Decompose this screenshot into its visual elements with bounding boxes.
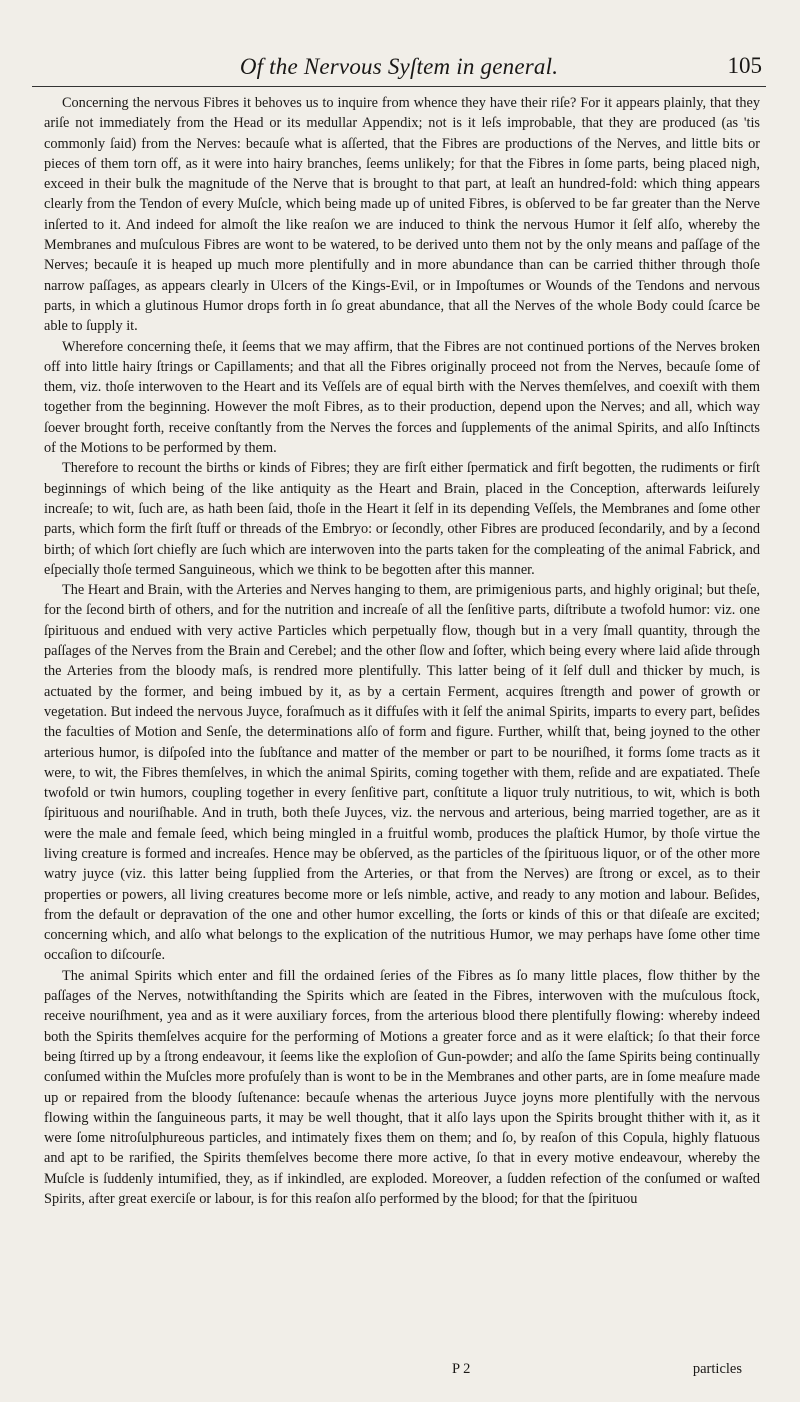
paragraph: Concerning the nervous Fibres it behoves us to inquire from whence they have their riſe? For it appears plainly, that they ariſe not immediately from the Head or its medullar Appendix; not is it leſs improbable, that they are produced (as 'tis commonly ſaid) from the Nerves: becauſe what is aſſerted, that the Fibres are productions of the Nerves, and little bits or pieces of them torn off, as it were into hairy branches, ſeems unlikely; for that the Fibres in ſome parts, being placed nigh, exceed in their bulk the magnitude of the Nerve that is brought to that part, at leaſt an hundred-fold: which thing appears clearly from the Tendon of every Muſcle, which being made up of united Fibres, is obſerved to be far greater than the Nerve inſerted to it. And indeed for almoſt the like reaſon we are induced to think the nervous Humor it ſelf alſo, whereby the Membranes and muſculous Fibres are wont to be watered, to be derived unto them not by the only means and paſſage of the Nerves; becauſe it is heaped up much more plentifully and in more abundance than can be carried thither through thoſe narrow paſſages, as appears clearly in Ulcers of the Kings-Evil, or in Impoſtumes or Wounds of the Tendons and nervous parts, in which a glutinous Humor drops forth in ſo great abundance, that all the Nerves of the whole Body could ſcarce be able to ſupply it. bbox=[44, 95, 760, 335]
catchword: particles bbox=[692, 1361, 742, 1377]
body-text bbox=[44, 93, 760, 1209]
paragraph: The animal Spirits which enter and fill the ordained ſeries of the Fibres as ſo many little places, flow thither by the paſſages of the Nerves, notwithſtanding the Spirits which are ſeated in the Fibres, interwoven with the muſculous ſtock, receive nouriſhment, yea and as it were auxiliary forces, from the arterious blood there plentifully flowing: whereby indeed both the Spirits themſelves acquire for the performing of Motions a greater force and as it were elaſtick; ſo that their force being ſtirred up by a ſtrong endeavour, it ſeems like the exploſion of Gun-powder; and alſo the ſame Spirits being continually conſumed within the Muſcles more profuſely than is wont to be in the Membranes and other parts, are in ſome meaſure made up or repaired from the bloody ſuſtenance: becauſe whenas the arterious Juyce joyns more plentifully with the nervous flowing within the ſanguineous parts, it may be well thought, that it alſo lays upon the Spirits brought thither with it, as it were ſome nitroſulphureous particles, and intimately fixes them on them; and ſo, by reaſon of this Copula, highly flatuous and apt to be rarified, the Spirits themſelves become there more active, ſo that in every motive endeavour, whereby the Muſcle is ſuddenly intumified, they, as if inkindled, are exploded. Moreover, a ſudden refection of the conſumed or waſted Spirits, after great exerciſe or labour, is for this reaſon alſo performed by the blood; for that the ſpirituou bbox=[44, 967, 760, 1208]
page-number: 105 bbox=[727, 53, 762, 78]
signature-mark: P 2 bbox=[452, 1361, 471, 1377]
paragraph: Therefore to recount the births or kinds of Fibres; they are firſt either ſpermatick and firſt begotten, the rudiments or firſt beginnings of which being of the like antiquity as the Heart and Brain, placed in the Conception, afterwards leiſurely increaſe; to wit, ſuch are, as hath been ſaid, thoſe in the Heart it ſelf in its depending Veſſels, the Membranes and ſome other parts, which form the firſt ſtuff or threads of the Embryo: or ſecondly, other Fibres are produced ſecondarily, and by a ſecond birth; of which ſort chiefly are ſuch which are interwoven into the parts taken for the compleating of the animal Fabrick, and eſpecially thoſe termed Sanguineous, which we think to be begotten after this manner. bbox=[44, 460, 760, 578]
paragraph: Wherefore concerning theſe, it ſeems that we may affirm, that the Fibres are not continued portions of the Nerves broken off into little hairy ſtrings or Capillaments; and that all the Fibres originally proceed not from the Nerves, becauſe ſome of them, viz. thoſe interwoven to the Heart and its Veſſels are of equal birth with the Nerves themſelves, and coexiſt with them together from the beginning. However the moſt Fibres, as to their production, depend upon the Nerves; and all, which way ſoever brought forth, receive conſtantly from the Nerves the forces and ſupplements of the animal Spirits, and alſo Inſtincts of the Motions to be performed by them. bbox=[44, 338, 760, 457]
paragraph: The Heart and Brain, with the Arteries and Nerves hanging to them, are primigenious parts, and highly original; but theſe, for the ſecond birth of others, and for the nutrition and increaſe of all the ſenſitive parts, diſtribute a twofold humor: viz. one ſpirituous and endued with very active Particles which perpetually flow, though but in a very ſmall quantity, through the paſſages of the Nerves from the Brain and Cerebel; and the other ſlow and ſofter, which being every where laid aſide through the Arteries from the bloody maſs, is rendred more plentifully. This latter being of it ſelf dull and thicker by much, is actuated by the former, and being imbued by it, as by a certain Ferment, acquires ſtrength and power of growth or vegetation. But indeed the nervous Juyce, foraſmuch as it diffuſes with it ſelf the animal Spirits, imparts to every part, beſides the faculties of Motion and Senſe, the determinations alſo of form and figure. Further, whilſt that, being joyned to the other arterious humor, is diſpoſed into the ſubſtance and matter of the member or part to be nouriſhed, it forms ſome tracts as it were, to wit, the Fibres themſelves, in which the animal Spirits, coming together with them, reſide and are expatiated. Theſe twofold or twin humors, coupling together in every ſenſitive part, conſtitute a liquor truly nutritious, to wit, which is both ſpirituous and nouriſhable. And in truth, both theſe Juyces, viz. the nervous and arterious, being married together, are as it were the male and female ſeed, which being mingled in a fruitful womb, produces the plaſtick Humor, by thoſe virtue the living creature is formed and increaſes. Hence may be obſerved, as the particles of the ſpirituous liquor, or of the other more watry juyce (viz. this latter being ſupplied from the Arteries, or that from the Nerves) are ſtrong or excel, as to their properties or powers, all living creatures become more or leſs nimble, active, and ready to any motion and labour. Beſides, from the default or depravation of the one and other humor excelling, the ſorts or kinds of this or that diſeaſe are excited; concerning which, and alſo what belongs to the explication of the nutritious Humor, we may perhaps have ſome other time occaſion to diſcourſe. bbox=[44, 582, 760, 964]
running-title: Of the Nervous Syſtem in general. bbox=[239, 54, 559, 79]
running-header bbox=[32, 46, 766, 87]
